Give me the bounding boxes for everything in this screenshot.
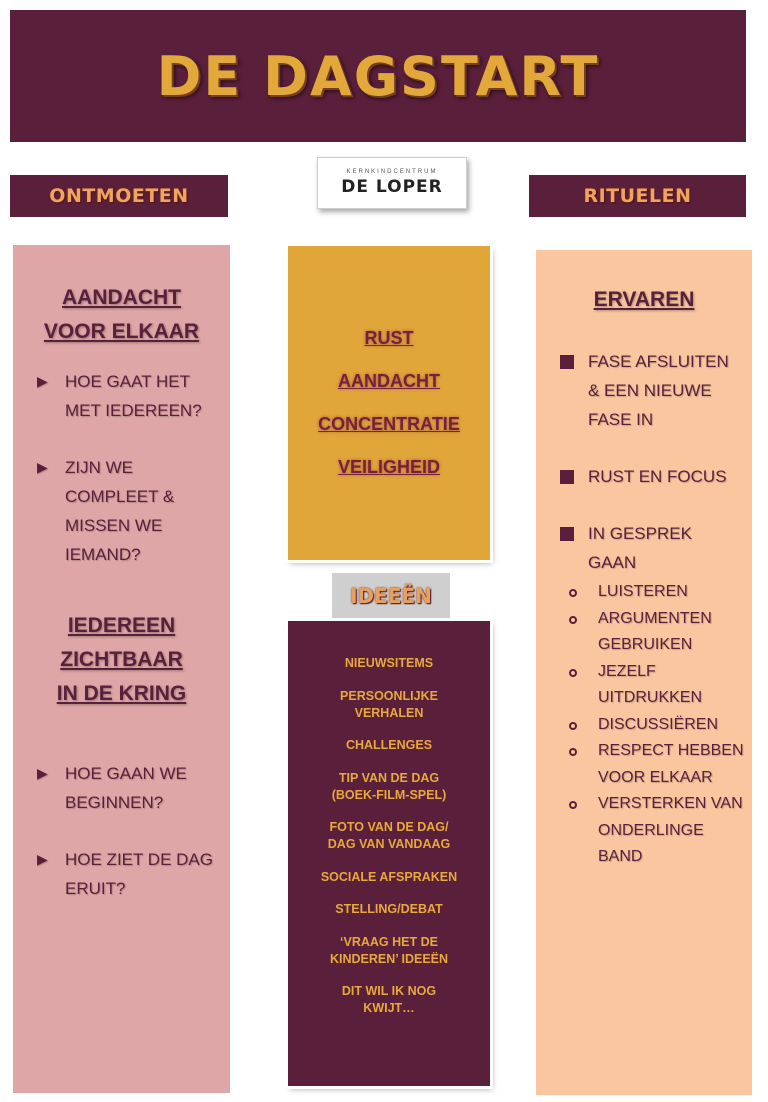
list-item	[13, 367, 230, 425]
heading-line: VOOR ELKAAR	[43, 320, 200, 343]
triangle-bullet-icon: ▶	[37, 459, 48, 475]
tag-ontmoeten-label: ONTMOETEN	[49, 185, 189, 207]
circle-bullet-icon	[569, 589, 577, 597]
list-item	[536, 519, 752, 577]
circle-bullet-icon	[569, 801, 577, 809]
sub-list	[536, 579, 752, 871]
value-word: VEILIGHEID	[337, 457, 440, 477]
tag-rituelen	[529, 175, 746, 217]
list-item	[536, 462, 752, 491]
circle-bullet-icon	[569, 616, 577, 624]
idea-item: CHALLENGES	[345, 738, 433, 752]
list-item	[13, 453, 230, 569]
values-panel	[288, 246, 490, 560]
idea-item: PERSOONLIJKE VERHALEN	[340, 688, 438, 720]
sub-list-item-text: ARGUMENTEN GEBRUIKEN	[598, 609, 712, 653]
list-item-text: HOE GAAT HET MET IEDEREEN?	[65, 372, 202, 420]
sub-list-item	[536, 659, 752, 712]
sub-list-item	[536, 712, 752, 739]
value-word: AANDACHT	[338, 371, 440, 391]
idea-item: FOTO VAN DE DAG/ DAG VAN VANDAAG	[327, 820, 451, 851]
sub-list-item-text: DISCUSSIËREN	[598, 715, 719, 733]
logo-name: DE LOPER	[341, 177, 443, 197]
triangle-bullet-icon: ▶	[37, 373, 48, 389]
circle-bullet-icon	[569, 722, 577, 730]
section-heading-ervaren: ERVAREN	[593, 288, 695, 311]
square-bullet-icon	[560, 355, 574, 369]
list-item-text: ZIJN WE COMPLEET & MISSEN WE IEMAND?	[65, 458, 175, 564]
idea-item: SOCIALE AFSPRAKEN	[320, 869, 458, 884]
sub-list-item-text: VERSTERKEN VAN ONDERLINGE BAND	[598, 795, 743, 865]
list-item-text: IN GESPREK GAAN	[588, 524, 692, 572]
list-item-text: RUST EN FOCUS	[588, 467, 727, 486]
square-bullet-icon	[560, 527, 574, 541]
list-item-text: HOE ZIET DE DAG ERUIT?	[65, 850, 213, 898]
sub-list-item-text: RESPECT HEBBEN VOOR ELKAAR	[598, 742, 744, 786]
sub-list-item	[536, 579, 752, 606]
heading-line: IEDEREEN	[67, 614, 176, 637]
logo	[317, 157, 467, 209]
ideas-tab-label: IDEEËN	[350, 584, 432, 608]
heading-line: ZICHTBAAR	[60, 648, 183, 671]
sub-list-item-text: JEZELF UITDRUKKEN	[598, 662, 703, 706]
idea-item: NIEUWSITEMS	[344, 656, 434, 670]
list-item	[13, 759, 230, 817]
list-item-text: FASE AFSLUITEN & EEN NIEUWE FASE IN	[588, 352, 729, 429]
tag-rituelen-label: RITUELEN	[583, 185, 692, 207]
section-heading-iedereen	[13, 609, 230, 711]
triangle-bullet-icon: ▶	[37, 765, 48, 781]
idea-item: DIT WIL IK NOG KWIJT…	[341, 984, 437, 1015]
value-word: RUST	[364, 328, 414, 348]
bullet-list	[13, 367, 230, 569]
right-column	[536, 250, 752, 1095]
list-item	[536, 347, 752, 434]
heading-line: IN DE KRING	[56, 682, 187, 705]
circle-bullet-icon	[569, 748, 577, 756]
section-heading-aandacht	[13, 281, 230, 349]
sub-list-item-text: LUISTEREN	[598, 583, 688, 600]
value-word: CONCENTRATIE	[318, 414, 460, 434]
heading-line: AANDACHT	[62, 286, 181, 309]
ideas-panel	[288, 621, 490, 1086]
tag-ontmoeten	[10, 175, 228, 217]
bullet-list	[13, 759, 230, 903]
title-banner	[10, 10, 746, 142]
sub-list-item	[536, 791, 752, 871]
list-item	[13, 845, 230, 903]
bullet-list	[536, 347, 752, 577]
triangle-bullet-icon: ▶	[37, 851, 48, 867]
square-bullet-icon	[560, 470, 574, 484]
ideas-tab	[332, 573, 450, 619]
sub-list-item	[536, 738, 752, 791]
circle-bullet-icon	[569, 669, 577, 677]
sub-list-item	[536, 606, 752, 659]
page-title: DE DAGSTART	[156, 44, 600, 108]
idea-item: STELLING/DEBAT	[335, 902, 443, 916]
idea-item: TIP VAN DE DAG (BOEK-FILM-SPEL)	[331, 770, 447, 802]
list-item-text: HOE GAAN WE BEGINNEN?	[65, 764, 187, 812]
left-column	[13, 245, 230, 1093]
idea-item: ‘VRAAG HET DE KINDEREN’ IDEEËN	[329, 934, 449, 966]
logo-subtitle: KERNKINDCENTRUM	[346, 169, 438, 175]
